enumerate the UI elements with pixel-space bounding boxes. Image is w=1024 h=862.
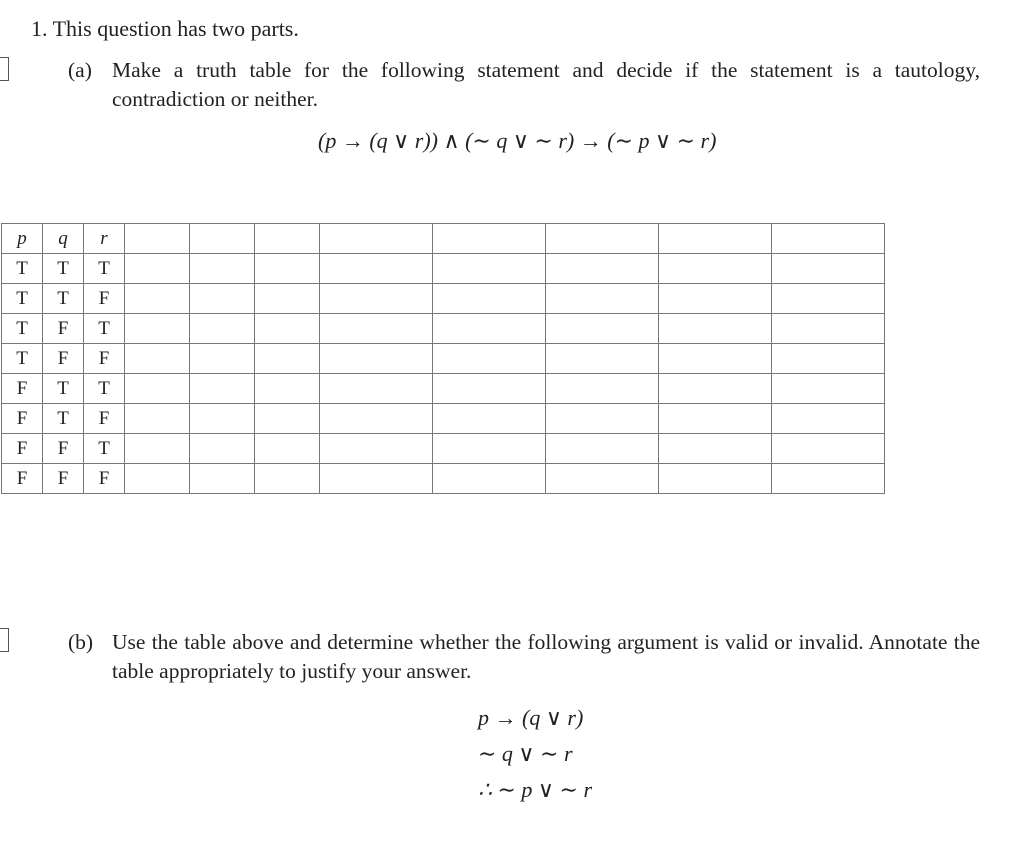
blank-cell[interactable] [546, 464, 659, 494]
header-cell: q [43, 224, 84, 254]
blank-cell[interactable] [546, 224, 659, 254]
part-a-text: Make a truth table for the following statement and decide if the statement is a tautology, contradiction or neither. [112, 58, 980, 111]
blank-cell[interactable] [255, 404, 320, 434]
blank-cell[interactable] [772, 314, 885, 344]
question-header [31, 16, 299, 42]
blank-cell[interactable] [433, 374, 546, 404]
blank-cell[interactable] [659, 254, 772, 284]
blank-cell[interactable] [255, 314, 320, 344]
table-row [2, 434, 885, 464]
blank-cell[interactable] [659, 224, 772, 254]
part-b [68, 628, 980, 686]
blank-cell[interactable] [255, 254, 320, 284]
score-box-b[interactable] [0, 628, 9, 652]
blank-cell[interactable] [546, 254, 659, 284]
blank-cell[interactable] [190, 254, 255, 284]
blank-cell[interactable] [433, 464, 546, 494]
table-header-row [2, 224, 885, 254]
value-cell: F [43, 344, 84, 374]
value-cell: F [84, 344, 125, 374]
blank-cell[interactable] [255, 284, 320, 314]
blank-cell[interactable] [320, 224, 433, 254]
value-cell: T [2, 254, 43, 284]
blank-cell[interactable] [320, 254, 433, 284]
blank-cell[interactable] [772, 434, 885, 464]
argument [478, 700, 592, 808]
blank-cell[interactable] [255, 464, 320, 494]
value-cell: F [2, 434, 43, 464]
part-b-label: (b) [68, 630, 94, 654]
blank-cell[interactable] [659, 464, 772, 494]
table-row [2, 254, 885, 284]
blank-cell[interactable] [546, 314, 659, 344]
blank-cell[interactable] [190, 224, 255, 254]
truth-table [1, 223, 885, 494]
value-cell: F [2, 464, 43, 494]
value-cell: F [43, 434, 84, 464]
blank-cell[interactable] [125, 464, 190, 494]
blank-cell[interactable] [255, 434, 320, 464]
blank-cell[interactable] [190, 374, 255, 404]
value-cell: T [84, 314, 125, 344]
blank-cell[interactable] [320, 404, 433, 434]
blank-cell[interactable] [125, 344, 190, 374]
question-title: This question has two parts. [52, 16, 299, 41]
blank-cell[interactable] [190, 284, 255, 314]
blank-cell[interactable] [546, 434, 659, 464]
blank-cell[interactable] [772, 404, 885, 434]
value-cell: F [43, 314, 84, 344]
blank-cell[interactable] [546, 404, 659, 434]
part-b-text: Use the table above and determine whether the following argument is valid or invalid. Annotate the table appropriately to justify your answer. [112, 630, 980, 683]
blank-cell[interactable] [659, 434, 772, 464]
blank-cell[interactable] [320, 464, 433, 494]
blank-cell[interactable] [659, 284, 772, 314]
blank-cell[interactable] [125, 254, 190, 284]
value-cell: T [2, 284, 43, 314]
blank-cell[interactable] [772, 284, 885, 314]
blank-cell[interactable] [320, 344, 433, 374]
blank-cell[interactable] [659, 404, 772, 434]
question-number: 1. [31, 16, 48, 41]
blank-cell[interactable] [125, 224, 190, 254]
score-box-a[interactable] [0, 57, 9, 81]
part-a [68, 56, 980, 114]
table-row [2, 374, 885, 404]
value-cell: T [43, 374, 84, 404]
part-a-label: (a) [68, 58, 92, 82]
blank-cell[interactable] [433, 404, 546, 434]
blank-cell[interactable] [255, 374, 320, 404]
value-cell: T [2, 344, 43, 374]
blank-cell[interactable] [772, 374, 885, 404]
table-row [2, 404, 885, 434]
blank-cell[interactable] [125, 404, 190, 434]
value-cell: T [84, 434, 125, 464]
value-cell: F [2, 404, 43, 434]
premise-1: p → (q ∨ r) [478, 705, 584, 730]
value-cell: T [84, 374, 125, 404]
table-row [2, 314, 885, 344]
value-cell: F [84, 284, 125, 314]
blank-cell[interactable] [433, 224, 546, 254]
part-a-formula: (p → (q ∨ r)) ∧ (∼ q ∨ ∼ r) → (∼ p ∨ ∼ r) [318, 128, 717, 153]
blank-cell[interactable] [772, 344, 885, 374]
table-row [2, 284, 885, 314]
value-cell: F [84, 464, 125, 494]
header-cell: r [84, 224, 125, 254]
blank-cell[interactable] [125, 284, 190, 314]
blank-cell[interactable] [125, 314, 190, 344]
blank-cell[interactable] [320, 314, 433, 344]
premise-2: ∼ q ∨ ∼ r [478, 741, 573, 766]
table-row [2, 464, 885, 494]
header-cell: p [2, 224, 43, 254]
blank-cell[interactable] [255, 224, 320, 254]
blank-cell[interactable] [320, 434, 433, 464]
blank-cell[interactable] [320, 374, 433, 404]
blank-cell[interactable] [433, 344, 546, 374]
blank-cell[interactable] [546, 284, 659, 314]
blank-cell[interactable] [659, 344, 772, 374]
blank-cell[interactable] [546, 374, 659, 404]
blank-cell[interactable] [433, 314, 546, 344]
blank-cell[interactable] [125, 374, 190, 404]
value-cell: F [2, 374, 43, 404]
conclusion: ∴ ∼ p ∨ ∼ r [478, 777, 593, 802]
value-cell: T [2, 314, 43, 344]
blank-cell[interactable] [190, 464, 255, 494]
value-cell: T [84, 254, 125, 284]
blank-cell[interactable] [190, 344, 255, 374]
blank-cell[interactable] [772, 224, 885, 254]
blank-cell[interactable] [546, 344, 659, 374]
blank-cell[interactable] [125, 434, 190, 464]
blank-cell[interactable] [320, 284, 433, 314]
blank-cell[interactable] [433, 284, 546, 314]
value-cell: F [43, 464, 84, 494]
blank-cell[interactable] [433, 434, 546, 464]
blank-cell[interactable] [190, 404, 255, 434]
blank-cell[interactable] [772, 254, 885, 284]
table-row [2, 344, 885, 374]
blank-cell[interactable] [433, 254, 546, 284]
value-cell: T [43, 254, 84, 284]
blank-cell[interactable] [190, 314, 255, 344]
value-cell: T [43, 284, 84, 314]
blank-cell[interactable] [190, 434, 255, 464]
value-cell: F [84, 404, 125, 434]
blank-cell[interactable] [255, 344, 320, 374]
blank-cell[interactable] [772, 464, 885, 494]
value-cell: T [43, 404, 84, 434]
blank-cell[interactable] [659, 314, 772, 344]
blank-cell[interactable] [659, 374, 772, 404]
